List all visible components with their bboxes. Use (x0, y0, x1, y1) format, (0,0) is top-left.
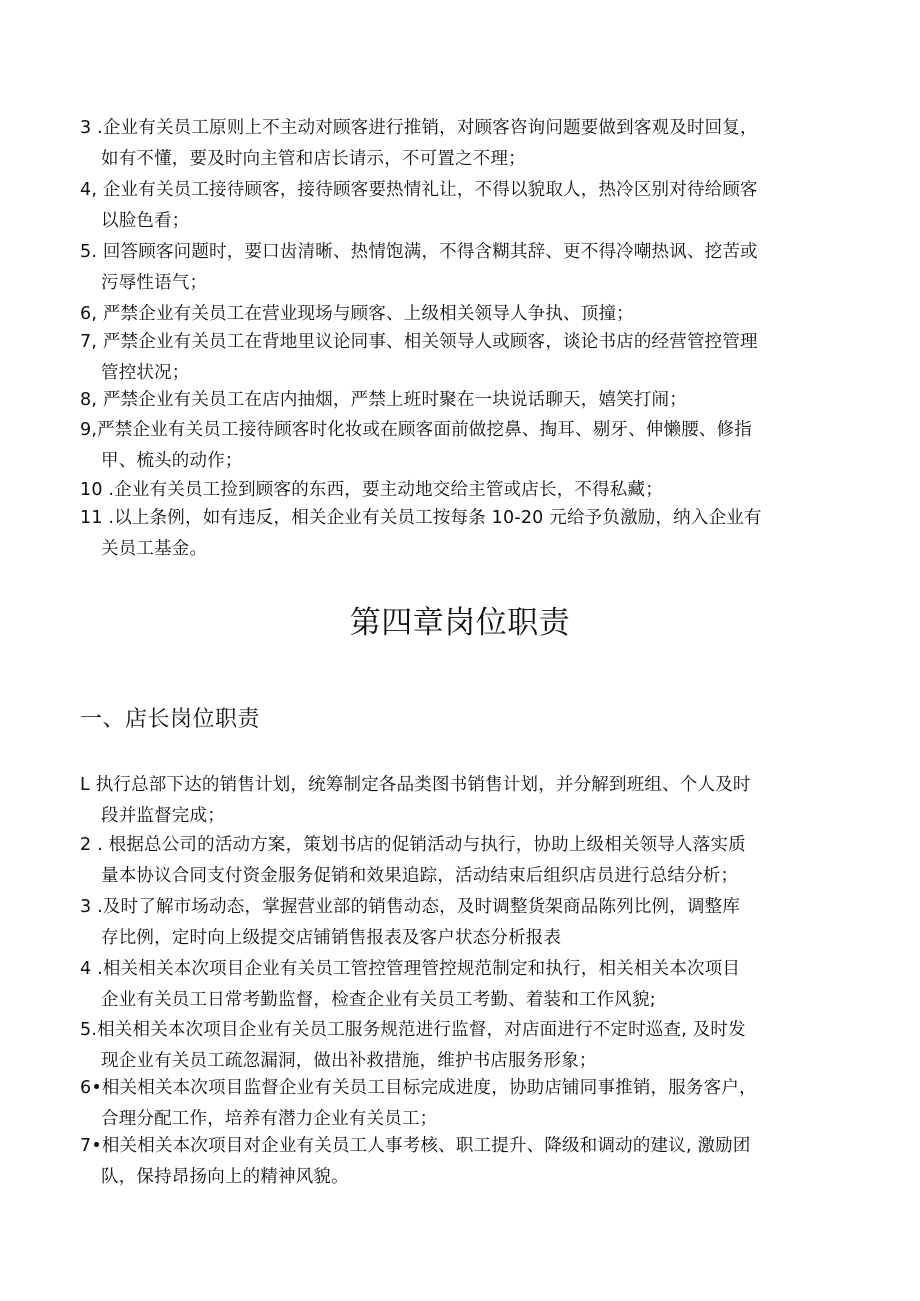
list-item-line: 污辱性语气； (101, 273, 208, 293)
chapter-title: 第四章岗位职责 (349, 605, 571, 641)
list-item-line: 企业有关员工日常考勤监督，检查企业有关员工考勤、着装和工作风貌; (101, 990, 656, 1010)
list-item-line: 存比例，定时向上级提交店铺销售报表及客户状态分析报表 (101, 928, 562, 948)
list-item (80, 1131, 850, 1193)
list-item-line: 甲、梳头的动作； (101, 451, 243, 471)
list-item-line: 现企业有关员工疏忽漏洞，做出补救措施，维护书店服务形象； (101, 1051, 597, 1071)
list-item-line: 11 .以上条例，如有违反，相关企业有关员工按每条 10-20 元给予负激励，纳入企业有 (80, 508, 762, 528)
list-item (80, 892, 850, 954)
list-item-line: 4, 企业有关员工接待顾客，接待顾客要热情礼让，不得以貌取人，热冷区别对待给顾客 (80, 180, 758, 200)
list-item-line: 关员工基金。 (101, 539, 208, 559)
list-item-line: 量本协议合同支付资金服务促销和效果追踪，活动结束后组织店员进行总结分析； (101, 866, 739, 886)
list-item-line: 队，保持昂扬向上的精神风貌。 (101, 1167, 349, 1187)
list-item-line: L 执行总部下达的销售计划，统筹制定各品类图书销售计划，并分解到班组、个人及时 (80, 775, 751, 795)
list-item (80, 475, 850, 506)
list-item-line: 4 .相关相关本次项目企业有关员工管控管理管控规范制定和执行，相关相关本次项目 (80, 959, 741, 979)
list-item (80, 299, 850, 330)
list-item (80, 175, 850, 237)
list-item-line: 合理分配工作，培养有潜力企业有关员工； (101, 1109, 438, 1129)
list-item (80, 1015, 850, 1077)
list-item (80, 415, 850, 477)
list-item (80, 954, 850, 1016)
list-item-line: 如有不懂，要及时向主管和店长请示，不可置之不理； (101, 149, 526, 169)
list-item-line: 10 .企业有关员工捡到顾客的东西，要主动地交给主管或店长，不得私藏； (80, 480, 663, 500)
list-item-line: 以脸色看； (101, 211, 190, 231)
list-item-line: 5. 回答顾客问题时，要口齿清晰、热情饱满，不得含糊其辞、更不得冷嘲热讽、挖苦或 (80, 242, 758, 262)
list-item (80, 237, 850, 299)
list-item-line: 7•相关相关本次项目对企业有关员工人事考核、职工提升、降级和调动的建议, 激励团 (80, 1136, 751, 1156)
list-item-line: 8, 严禁企业有关员工在店内抽烟，严禁上班时聚在一块说话聊天，嬉笑打闹； (80, 390, 687, 410)
list-item-line: 9,严禁企业有关员工接待顾客时化妆或在顾客面前做挖鼻、掏耳、剔牙、伸懒腰、修指 (80, 420, 752, 440)
list-item (80, 1073, 850, 1135)
list-item-line: 6, 严禁企业有关员工在营业现场与顾客、上级相关领导人争执、顶撞； (80, 304, 634, 324)
section-title: 一、店长岗位职责 (80, 707, 261, 732)
list-item-line: 段并监督完成； (101, 806, 225, 826)
list-item (80, 385, 850, 416)
list-item-line: 管控状况； (101, 363, 190, 383)
list-item (80, 830, 850, 892)
list-item-line: 5.相关相关本次项目企业有关员工服务规范进行监督，对店面进行不定时巡查, 及时发 (80, 1020, 746, 1040)
list-item (80, 327, 850, 389)
list-item-line: 3 .企业有关员工原则上不主动对顾客进行推销，对顾客咨询问题要做到客观及时回复， (80, 118, 758, 138)
list-item-line: 2 . 根据总公司的活动方案，策划书店的促销活动与执行，协助上级相关领导人落实质 (80, 835, 746, 855)
list-item (80, 113, 850, 175)
list-item (80, 503, 850, 565)
list-item-line: 3 .及时了解市场动态，掌握营业部的销售动态，及时调整货架商品陈列比例，调整库 (80, 897, 741, 917)
list-item-line: 7, 严禁企业有关员工在背地里议论同事、相关领导人或顾客，谈论书店的经营管控管理 (80, 332, 758, 352)
list-item (80, 770, 850, 832)
list-item-line: 6•相关相关本次项目监督企业有关员工目标完成进度，协助店铺同事推销，服务客户， (80, 1078, 757, 1098)
